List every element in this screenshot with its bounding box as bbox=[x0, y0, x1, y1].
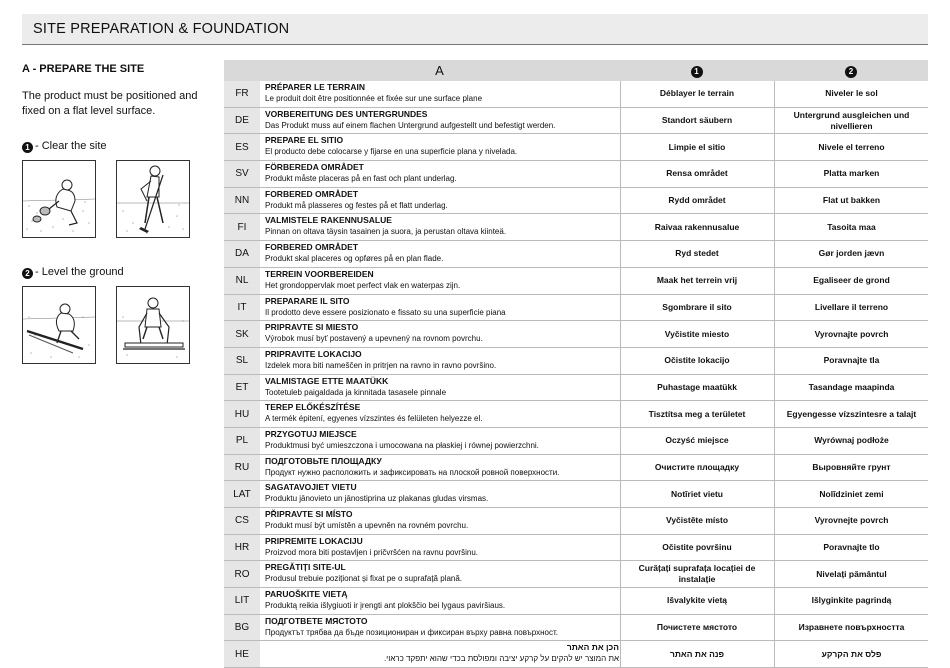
table-row bbox=[224, 108, 928, 135]
step2-translation: Untergrund ausgleichen und nivellieren bbox=[774, 108, 928, 134]
step1-translation: Limpie el sitio bbox=[620, 134, 773, 160]
table-row bbox=[224, 508, 928, 535]
step2-translation: Изравнете повърхността bbox=[774, 615, 928, 641]
step1-translation: Očistite lokacijo bbox=[620, 348, 773, 374]
instruction-title: PŘIPRAVTE SI MÍSTO bbox=[265, 509, 353, 519]
table-body bbox=[224, 81, 928, 668]
step2-translation: Niveler le sol bbox=[774, 81, 928, 107]
instruction-cell bbox=[260, 455, 619, 481]
step1-translation: Déblayer le terrain bbox=[620, 81, 773, 107]
step2-translation: Nolīdziniet zemi bbox=[774, 481, 928, 507]
step2-translation: Vyrovnajte povrch bbox=[774, 321, 928, 347]
intro-text: The product must be positioned and fixed on a flat level surface. bbox=[22, 90, 198, 117]
instruction-description: Pinnan on oltava täysin tasainen ja suora, ja perustan oltava kiinteä. bbox=[265, 227, 507, 237]
instruction-cell bbox=[260, 588, 619, 614]
instruction-title: VORBEREITUNG DES UNTERGRUNDES bbox=[265, 108, 428, 119]
instruction-description: Produkt musí být umístěn a upevněn na rovném povrchu. bbox=[265, 521, 469, 530]
step2-translation: Выровняйте грунт bbox=[774, 455, 928, 481]
language-code: ES bbox=[224, 134, 260, 160]
language-code: SL bbox=[224, 348, 260, 374]
instruction-title: SAGATAVOJIET VIETU bbox=[265, 482, 357, 493]
instruction-title: הכן את האתר bbox=[566, 642, 619, 653]
instruction-title: TERREIN VOORBEREIDEN bbox=[265, 268, 374, 279]
instruction-description: Le produit doit être positionnée et fixée sur une surface plane bbox=[265, 94, 483, 103]
instruction-description: Il prodotto deve essere posizionato e fissato su una superficie piana bbox=[265, 307, 506, 317]
instruction-cell bbox=[260, 615, 619, 641]
instruction-cell bbox=[260, 81, 619, 107]
instruction-title: PRIPREMITE LOKACIJU bbox=[265, 535, 363, 546]
step2-translation: Išlyginkite pagrindą bbox=[774, 588, 928, 614]
instruction-cell bbox=[260, 188, 619, 214]
instruction-description: A termék épitení, egyenes vízszintes és felületen helyezze el. bbox=[265, 414, 483, 424]
table-row bbox=[224, 535, 928, 562]
instruction-description: Продуктът трябва да бъде позициониран и фиксиран върху равна повърхност. bbox=[265, 627, 558, 637]
table-row bbox=[224, 375, 928, 402]
clear-site-illustration-2 bbox=[116, 160, 190, 238]
step1-translation: פנה את האתר bbox=[620, 641, 773, 667]
language-code: LAT bbox=[224, 481, 260, 507]
step2-translation: Poravnajte tla bbox=[774, 348, 928, 374]
table-row bbox=[224, 348, 928, 375]
instruction-cell bbox=[260, 134, 619, 160]
step2-translation: פלס את הקרקע bbox=[774, 641, 928, 667]
step1-translation: Rensa området bbox=[620, 161, 773, 187]
step-number-badge: 1 bbox=[22, 142, 33, 153]
instruction-description: Produktu jānovieto un jānostiprina uz plakanas gludas virsmas. bbox=[265, 494, 489, 504]
instruction-description: Výrobok musí byť postavený a upevnený na rovnom povrchu. bbox=[265, 334, 483, 344]
instruction-cell bbox=[260, 641, 619, 667]
language-code: HE bbox=[224, 641, 260, 667]
page-header bbox=[22, 14, 928, 45]
instruction-description: Produkt måste placeras på en fast och plant underlag. bbox=[265, 174, 457, 184]
language-code: IT bbox=[224, 295, 260, 321]
step1-translation: Очистите площадку bbox=[620, 455, 773, 481]
language-code: RU bbox=[224, 455, 260, 481]
step2-translation: Gør jorden jævn bbox=[774, 241, 928, 267]
level-ground-illustration-2 bbox=[116, 286, 190, 364]
step2-translation: Nivelați pământul bbox=[774, 561, 928, 587]
level-ground-illustration-1 bbox=[22, 286, 96, 364]
instruction-description: את המוצר יש להקים על קרקע יציבה ומפולסת בכדי שהוא יתפקד כראוי. bbox=[383, 654, 619, 664]
language-code: SV bbox=[224, 161, 260, 187]
instruction-title: PREPARARE IL SITO bbox=[265, 295, 350, 306]
instruction-description: Izdelek mora biti nameščen in pritrjen na ravno in ravno površino. bbox=[265, 360, 497, 370]
table-row bbox=[224, 241, 928, 268]
instruction-description: El producto debe colocarse y fijarse en una superficie plana y nivelada. bbox=[265, 147, 518, 157]
table-header bbox=[224, 60, 928, 81]
step1-translation: Notīriet vietu bbox=[620, 481, 773, 507]
step1-translation: Почистете мястото bbox=[620, 615, 773, 641]
instruction-cell bbox=[260, 241, 619, 267]
step-number-badge: 2 bbox=[22, 268, 33, 279]
instruction-description: Продукт нужно расположить и зафиксировать на плоской ровной поверхности. bbox=[265, 467, 560, 477]
instruction-title: TEREP ELŐKÉSZÍTÉSE bbox=[265, 402, 361, 413]
step2-translation: Egaliseer de grond bbox=[774, 268, 928, 294]
step1-translation: Vyčistěte místo bbox=[620, 508, 773, 534]
instruction-title: ПОДГОТОВЬТЕ ПЛОЩАДКУ bbox=[265, 455, 382, 466]
step2-translation: Tasoita maa bbox=[774, 214, 928, 240]
step2-translation: Egyengesse vízszintesre a talajt bbox=[774, 401, 928, 427]
language-code: NL bbox=[224, 268, 260, 294]
column-number-badge: 2 bbox=[845, 66, 857, 78]
instruction-cell bbox=[260, 508, 619, 534]
language-code: DE bbox=[224, 108, 260, 134]
step1-translation: Curățați suprafața locației de instalație bbox=[620, 561, 773, 587]
language-code: HU bbox=[224, 401, 260, 427]
instruction-title: PREGĂTIȚI SITE-UL bbox=[265, 562, 346, 573]
instruction-title: VALMISTELE RAKENNUSALUE bbox=[265, 215, 392, 226]
instruction-description: Produkt skal placeres og opføres på en plan flade. bbox=[265, 254, 444, 264]
step2-translation: Poravnajte tlo bbox=[774, 535, 928, 561]
instruction-description: Het grondoppervlak moet perfect vlak en waterpas zijn. bbox=[265, 280, 461, 290]
step1-translation: Ryd stedet bbox=[620, 241, 773, 267]
instruction-title: VALMISTAGE ETTE MAATÜKK bbox=[265, 375, 389, 386]
instruction-cell bbox=[260, 401, 619, 427]
step-clear-site bbox=[22, 140, 107, 153]
language-code: RO bbox=[224, 561, 260, 587]
step1-translation: Oczyść miejsce bbox=[620, 428, 773, 454]
instruction-cell bbox=[260, 161, 619, 187]
table-row bbox=[224, 321, 928, 348]
table-row bbox=[224, 561, 928, 588]
instruction-title: PRÉPARER LE TERRAIN bbox=[265, 82, 365, 92]
table-row bbox=[224, 268, 928, 295]
instruction-description: Proizvod mora biti postavljen i pričvršćen na ravnu površinu. bbox=[265, 547, 478, 557]
instruction-cell bbox=[260, 348, 619, 374]
step2-translation: Livellare il terreno bbox=[774, 295, 928, 321]
instruction-description: Produktą reikia išlygiuoti ir įrengti ant plokščio bei lygaus paviršiaus. bbox=[265, 601, 506, 611]
table-row bbox=[224, 588, 928, 615]
table-row bbox=[224, 134, 928, 161]
step1-translation: Išvalykite vietą bbox=[620, 588, 773, 614]
step2-translation: Platta marken bbox=[774, 161, 928, 187]
step1-translation: Maak het terrein vrij bbox=[620, 268, 773, 294]
instruction-cell bbox=[260, 295, 619, 321]
table-row bbox=[224, 481, 928, 508]
step1-translation: Raivaa rakennusalue bbox=[620, 214, 773, 240]
instruction-cell bbox=[260, 214, 619, 240]
instruction-cell bbox=[260, 561, 619, 587]
step2-translation: Tasandage maapinda bbox=[774, 375, 928, 401]
step2-translation: Vyrovnejte povrch bbox=[774, 508, 928, 534]
instruction-description: Produktmusi być umieszczona i umocowana na płaskiej i równej powierzchni. bbox=[265, 440, 539, 450]
step-label: - Level the ground bbox=[35, 266, 124, 278]
step1-translation: Očistite površinu bbox=[620, 535, 773, 561]
step2-translation: Nivele el terreno bbox=[774, 134, 928, 160]
step1-translation: Puhastage maatükk bbox=[620, 375, 773, 401]
step1-translation: Rydd området bbox=[620, 188, 773, 214]
instruction-cell bbox=[260, 268, 619, 294]
column-number-badge: 1 bbox=[691, 66, 703, 78]
table-row bbox=[224, 161, 928, 188]
column-header-1 bbox=[620, 60, 773, 81]
instruction-description: Produsul trebuie poziționat și fixat pe o suprafață plană. bbox=[265, 574, 463, 584]
instruction-cell bbox=[260, 535, 619, 561]
table-row bbox=[224, 401, 928, 428]
instruction-description: Tootetuleb paigaldada ja kinnitada tasasele pinnale bbox=[265, 387, 447, 397]
table-row bbox=[224, 188, 928, 215]
step-level-ground bbox=[22, 266, 124, 279]
instruction-title: PRIPRAVITE LOKACIJO bbox=[265, 348, 362, 359]
language-code: ET bbox=[224, 375, 260, 401]
table-row bbox=[224, 295, 928, 322]
table-row bbox=[224, 615, 928, 642]
step1-translation: Standort säubern bbox=[620, 108, 773, 134]
column-header-2 bbox=[774, 60, 928, 81]
instruction-title: FORBERED OMRÅDET bbox=[265, 188, 359, 199]
language-code: BG bbox=[224, 615, 260, 641]
language-code: PL bbox=[224, 428, 260, 454]
instruction-title: PARUOŠKITE VIETĄ bbox=[265, 589, 348, 600]
language-code: LIT bbox=[224, 588, 260, 614]
instruction-cell bbox=[260, 375, 619, 401]
table-row bbox=[224, 214, 928, 241]
instruction-title: PRZYGOTUJ MIEJSCE bbox=[265, 428, 357, 439]
table-row bbox=[224, 641, 928, 668]
instruction-title: PRIPRAVTE SI MIESTO bbox=[265, 322, 359, 333]
table-row bbox=[224, 455, 928, 482]
step2-translation: Wyrównaj podłoże bbox=[774, 428, 928, 454]
language-code: NN bbox=[224, 188, 260, 214]
language-code: DA bbox=[224, 241, 260, 267]
page-title: SITE PREPARATION & FOUNDATION bbox=[33, 21, 290, 37]
instruction-title: PREPARE EL SITIO bbox=[265, 135, 344, 146]
step1-translation: Vyčistite miesto bbox=[620, 321, 773, 347]
instruction-title: FORBERED OMRÅDET bbox=[265, 242, 359, 253]
section-title: A - PREPARE THE SITE bbox=[22, 63, 145, 75]
instruction-description: Das Produkt muss auf einem flachen Untergrund aufgestellt und befestigt werden. bbox=[265, 120, 556, 130]
instruction-title: ПОДГОТВЕТЕ МЯСТОТО bbox=[265, 615, 368, 626]
instructions-panel bbox=[22, 63, 212, 119]
clear-site-illustration-1 bbox=[22, 160, 96, 238]
language-code: FI bbox=[224, 214, 260, 240]
instruction-cell bbox=[260, 321, 619, 347]
column-header-a: A bbox=[435, 63, 444, 78]
step1-translation: Sgombrare il sito bbox=[620, 295, 773, 321]
language-code: SK bbox=[224, 321, 260, 347]
instruction-cell bbox=[260, 428, 619, 454]
table-row bbox=[224, 428, 928, 455]
instruction-cell bbox=[260, 481, 619, 507]
language-code: FR bbox=[224, 81, 260, 107]
instruction-title: FÖRBEREDA OMRÅDET bbox=[265, 162, 364, 173]
language-code: HR bbox=[224, 535, 260, 561]
instruction-cell bbox=[260, 108, 619, 134]
step-label: - Clear the site bbox=[35, 140, 107, 152]
step1-translation: Tisztítsa meg a területet bbox=[620, 401, 773, 427]
translation-table bbox=[224, 60, 928, 668]
language-code: CS bbox=[224, 508, 260, 534]
instruction-description: Produkt må plasseres og festes på et flatt underlag. bbox=[265, 200, 448, 210]
table-row bbox=[224, 81, 928, 108]
step2-translation: Flat ut bakken bbox=[774, 188, 928, 214]
